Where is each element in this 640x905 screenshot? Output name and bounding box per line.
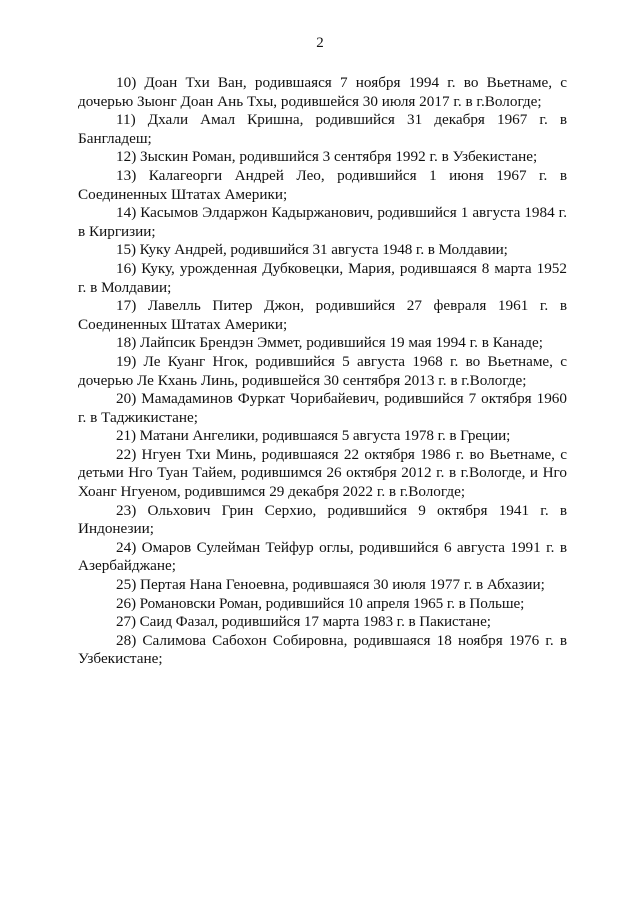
list-item: 21) Матани Ангелики, родившаяся 5 августа 1978 г. в Греции; xyxy=(116,427,511,445)
list-item: 20) Мамадаминов Фуркат Чорибайевич, родившийся 7 октября 1960 г. в Таджикистане; xyxy=(78,390,567,426)
list-item: 10) Доан Тхи Ван, родившаяся 7 ноября 1994 г. во Вьетнаме, с дочерью Зыонг Доан Ань Тхы, родившейся 30 июля 2017 г. в г.Вологде; xyxy=(78,74,567,110)
list-item: 23) Ольхович Грин Серхио, родившийся 9 октября 1941 г. в Индонезии; xyxy=(78,501,567,538)
list-item: 27) Саид Фазал, родившийся 17 марта 1983 г. в Пакистане; xyxy=(116,613,491,631)
page-number: 2 xyxy=(316,35,324,51)
list-item: 14) Касымов Элдаржон Кадыржанович, родившийся 1 августа 1984 г. в Киргизии; xyxy=(78,204,567,240)
list-item: 16) Куку, урожденная Дубковецки, Мария, родившаяся 8 марта 1952 г. в Молдавии; xyxy=(78,259,567,296)
list-item: 11) Дхали Амал Кришна, родившийся 31 декабря 1967 г. в Бангладеш; xyxy=(78,111,567,147)
list-item: 28) Салимова Сабохон Собировна, родившаяся 18 ноября 1976 г. в Узбекистане; xyxy=(78,631,567,668)
list-item: 25) Пертая Нана Геноевна, родившаяся 30 июля 1977 г. в Абхазии; xyxy=(116,576,545,594)
document-body xyxy=(78,74,567,669)
list-item: 22) Нгуен Тхи Минь, родившаяся 22 октября 1986 г. во Вьетнаме, с детьми Нго Туан Тайем, родившимся 26 октября 2012 г. в г.Вологде, и Нго Хоанг Нгуеном, родившимся 29 декабря 2022 г. в г.Вологде; xyxy=(78,445,567,501)
list-item: 24) Омаров Сулейман Тейфур оглы, родившийся 6 августа 1991 г. в Азербайджане; xyxy=(78,538,567,575)
list-item: 26) Романовски Роман, родившийся 10 апреля 1965 г. в Польше; xyxy=(116,594,525,612)
list-item: 15) Куку Андрей, родившийся 31 августа 1948 г. в Молдавии; xyxy=(116,241,508,259)
list-item: 12) Зыскин Роман, родившийся 3 сентября 1992 г. в Узбекистане; xyxy=(116,148,538,166)
list-item: 17) Лавелль Питер Джон, родившийся 27 февраля 1961 г. в Соединенных Штатах Америки; xyxy=(78,297,567,333)
list-item: 13) Калагеорги Андрей Лео, родившийся 1 июня 1967 г. в Соединенных Штатах Америки; xyxy=(78,166,567,203)
list-item: 18) Лайпсик Брендэн Эммет, родившийся 19 мая 1994 г. в Канаде; xyxy=(116,334,543,352)
list-item: 19) Ле Куанг Нгок, родившийся 5 августа 1968 г. во Вьетнаме, с дочерью Ле Кхань Линь, родившейся 30 сентября 2013 г. в г.Вологде; xyxy=(78,352,567,389)
